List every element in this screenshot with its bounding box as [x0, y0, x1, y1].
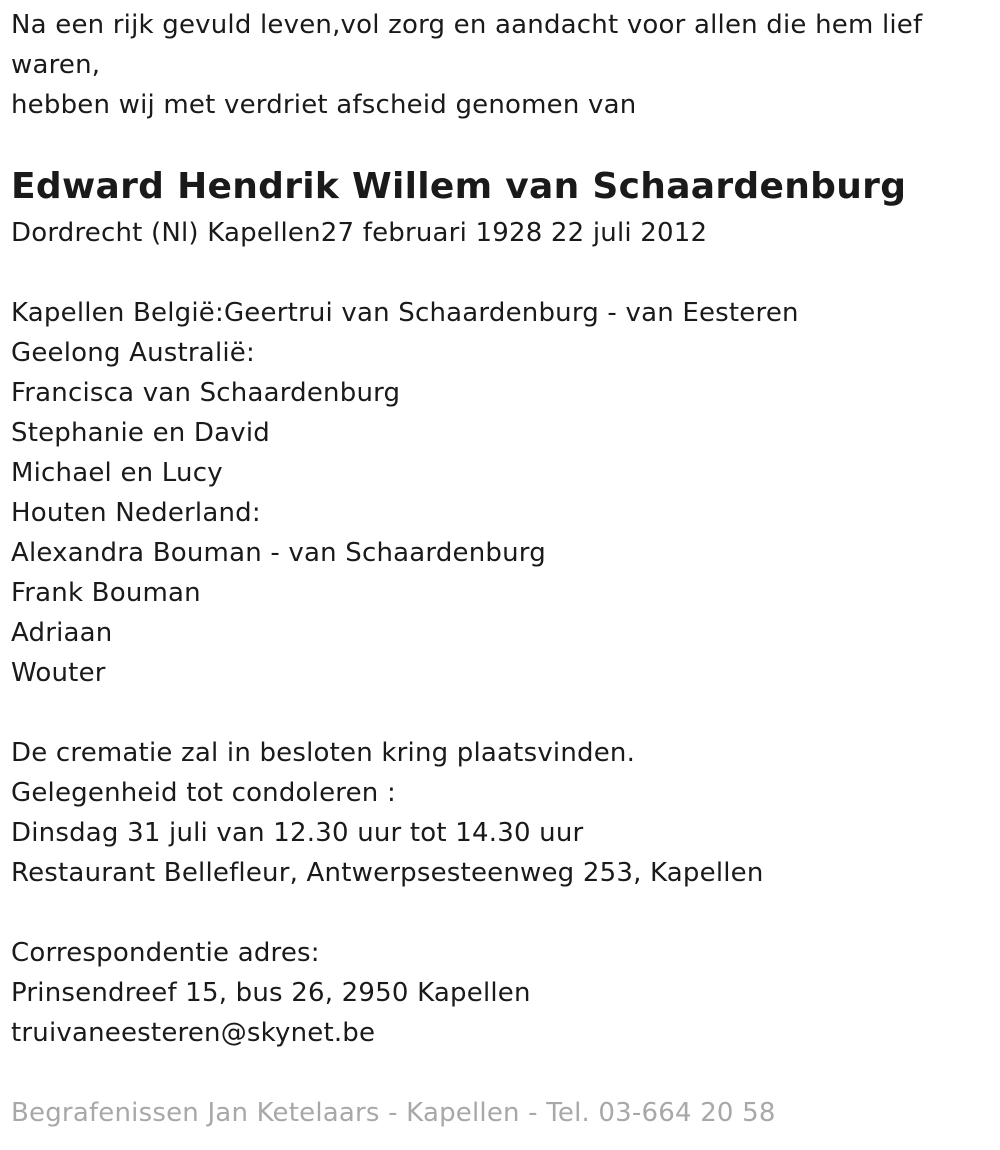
ceremony-line: Restaurant Bellefleur, Antwerpsesteenweg 253, Kapellen [11, 858, 764, 888]
family-line: Frank Bouman [11, 578, 201, 608]
correspondence-line: Correspondentie adres: [11, 938, 320, 968]
family-line: Francisca van Schaardenburg [11, 378, 401, 408]
intro-text [11, 5, 971, 125]
ceremony-line: De crematie zal in besloten kring plaatsvinden. [11, 738, 636, 768]
correspondence-line: Prinsendreef 15, bus 26, 2950 Kapellen [11, 978, 531, 1008]
family-line: Michael en Lucy [11, 458, 223, 488]
deceased-name: Edward Hendrik Willem van Schaardenburg [11, 166, 907, 207]
family-line: Stephanie en David [11, 418, 270, 448]
family-line: Geelong Australië: [11, 338, 255, 368]
intro-line-1: Na een rijk gevuld leven,vol zorg en aandacht voor allen die hem lief waren, [11, 10, 923, 80]
funeral-home-footer: Begrafenissen Jan Ketelaars - Kapellen - Tel. 03-664 20 58 [11, 1098, 776, 1128]
intro-line-2: hebben wij met verdriet afscheid genomen van [11, 90, 637, 120]
ceremony-line: Dinsdag 31 juli van 12.30 uur tot 14.30 uur [11, 818, 584, 848]
family-line: Alexandra Bouman - van Schaardenburg [11, 538, 546, 568]
family-line: Kapellen België:Geertrui van Schaardenburg - van Eesteren [11, 298, 799, 328]
family-line: Adriaan [11, 618, 113, 648]
correspondence-email: truivaneesteren@skynet.be [11, 1018, 376, 1048]
ceremony-line: Gelegenheid tot condoleren : [11, 778, 396, 808]
family-line: Houten Nederland: [11, 498, 261, 528]
deceased-details: Dordrecht (Nl) Kapellen27 februari 1928 22 juli 2012 [11, 218, 708, 248]
family-line: Wouter [11, 658, 106, 688]
